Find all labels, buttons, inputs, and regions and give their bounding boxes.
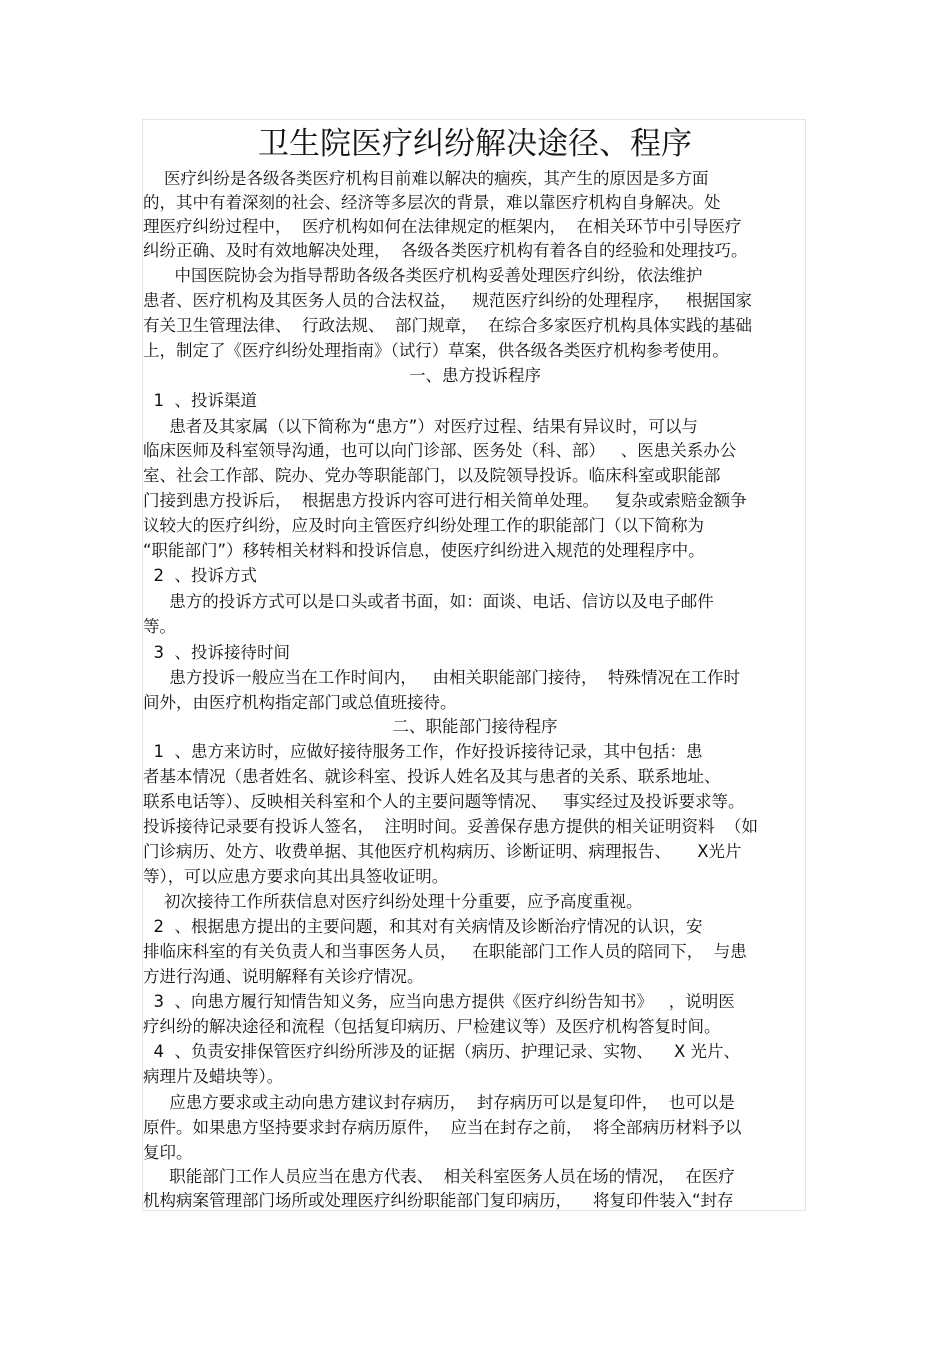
text-line: 病理片及蜡块等）。 <box>143 1067 284 1086</box>
text-line: 联系电话等）、反映相关科室和个人的主要问题等情况、 事实经过及投诉要求等。 <box>143 792 745 811</box>
text-line: 初次接待工作所获信息对医疗纠纷处理十分重要，应予高度重视。 <box>143 892 643 911</box>
text-line: 3 、向患方履行知情告知义务，应当向患方提供《医疗纠纷告知书》 ，说明医 <box>143 992 735 1011</box>
text-line: 室、社会工作部、院办、党办等职能部门，以及院领导投诉。临床科室或职能部 <box>143 466 721 485</box>
section-heading: 一、患方投诉程序 <box>409 366 541 385</box>
text-line: 患者、医疗机构及其医务人员的合法权益， 规范医疗纠纷的处理程序， 根据国家 <box>143 291 752 310</box>
text-line: 疗纠纷的解决途径和流程（包括复印病历、尸检建议等）及医疗机构答复时间。 <box>143 1017 721 1036</box>
text-line: 纠纷正确、及时有效地解决处理， 各级各类医疗机构有着各自的经验和处理技巧。 <box>143 241 748 260</box>
text-line: 临床医师及科室领导沟通，也可以向门诊部、医务处（科、部） 、医患关系办公 <box>143 441 737 460</box>
section-heading: 二、职能部门接待程序 <box>392 717 558 736</box>
text-line: 1 、患方来访时，应做好接待服务工作，作好投诉接待记录，其中包括：患 <box>143 742 703 761</box>
text-line: 复印。 <box>143 1143 193 1162</box>
text-line: 上，制定了《医疗纠纷处理指南》（试行）草案，供各级各类医疗机构参考使用。 <box>143 341 729 360</box>
text-line: 2 、根据患方提出的主要问题，和其对有关病情及诊断治疗情况的认识，安 <box>143 917 703 936</box>
document-title: 卫生院医疗纠纷解决途径、程序 <box>258 126 692 162</box>
text-line: 患者及其家属（以下简称为“患方”）对医疗过程、结果有异议时，可以与 <box>143 417 698 436</box>
text-line: 投诉接待记录要有投诉人签名， 注明时间。妥善保存患方提供的相关证明资料 （如 <box>143 817 758 836</box>
text-line: 原件。如果患方坚持要求封存病历原件， 应当在封存之前， 将全部病历材料予以 <box>143 1118 742 1137</box>
text-line: 有关卫生管理法律、 行政法规、 部门规章， 在综合多家医疗机构具体实践的基础 <box>143 316 752 335</box>
text-line: 机构病案管理部门场所或处理医疗纠纷职能部门复印病历， 将复印件装入“封存 <box>143 1191 734 1210</box>
text-line: 职能部门工作人员应当在患方代表、 相关科室医务人员在场的情况， 在医疗 <box>143 1167 735 1186</box>
text-line: 患方投诉一般应当在工作时间内， 由相关职能部门接待， 特殊情况在工作时 <box>143 668 740 687</box>
text-line: 应患方要求或主动向患方建议封存病历， 封存病历可以是复印件， 也可以是 <box>143 1093 735 1112</box>
text-line: 理医疗纠纷过程中， 医疗机构如何在法律规定的框架内， 在相关环节中引导医疗 <box>143 217 742 236</box>
text-line: 4 、负责安排保管医疗纠纷所涉及的证据（病历、护理记录、实物、 X 光片、 <box>143 1042 741 1061</box>
text-line: 等），可以应患方要求向其出具签收证明。 <box>143 867 449 886</box>
subsection-heading: 3 、投诉接待时间 <box>143 643 290 662</box>
subsection-heading: 1 、投诉渠道 <box>143 391 257 410</box>
text-line: 等。 <box>143 617 176 636</box>
text-line: “职能部门”）移转相关材料和投诉信息，使医疗纠纷进入规范的处理程序中。 <box>143 541 705 560</box>
text-line: 排临床科室的有关负责人和当事医务人员， 在职能部门工作人员的陪同下， 与患 <box>143 942 747 961</box>
text-line: 中国医院协会为指导帮助各级各类医疗机构妥善处理医疗纠纷，依法维护 <box>143 266 703 285</box>
text-line: 门诊病历、处方、收费单据、其他医疗机构病历、诊断证明、病理报告、 X光片 <box>143 842 742 861</box>
text-line: 医疗纠纷是各级各类医疗机构目前难以解决的痼疾，其产生的原因是多方面 <box>143 169 709 188</box>
text-line: 者基本情况（患者姓名、就诊科室、投诉人姓名及其与患者的关系、联系地址、 <box>143 767 721 786</box>
text-line: 门接到患方投诉后， 根据患方投诉内容可进行相关简单处理。 复杂或索赔金额争 <box>143 491 747 510</box>
text-line: 患方的投诉方式可以是口头或者书面，如：面谈、电话、信访以及电子邮件 <box>143 592 714 611</box>
text-line: 间外，由医疗机构指定部门或总值班接待。 <box>143 693 457 712</box>
text-line: 议较大的医疗纠纷，应及时向主管医疗纠纷处理工作的职能部门（以下简称为 <box>143 516 704 535</box>
text-line: 方进行沟通、说明解释有关诊疗情况。 <box>143 967 424 986</box>
subsection-heading: 2 、投诉方式 <box>143 566 257 585</box>
text-line: 的，其中有着深刻的社会、经济等多层次的背景，难以靠医疗机构自身解决。处 <box>143 193 721 212</box>
